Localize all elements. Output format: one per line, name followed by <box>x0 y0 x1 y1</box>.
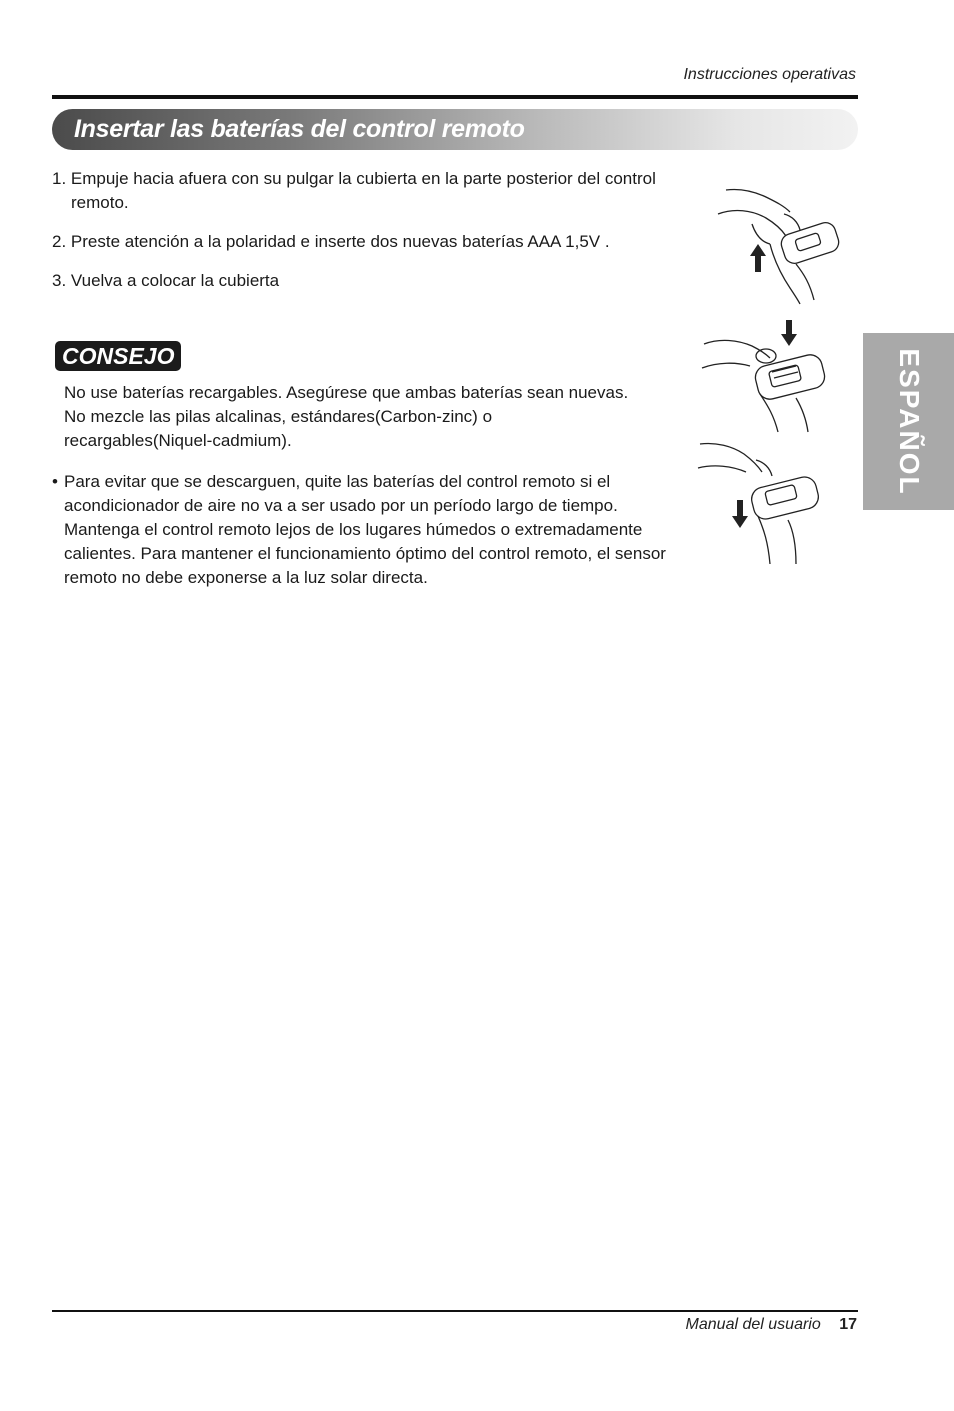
tip-text <box>64 381 674 453</box>
footer-manual-label: Manual del usuario <box>685 1316 821 1333</box>
bullet-text: Para evitar que se descarguen, quite las baterías del control remoto si el acondicionador de aire no va a ser usado por un período largo de tiempo. Mantenga el control remoto lejos de los lugares húmedos o extremadamente calientes. Para mantener el funcionamiento óptimo del control remoto, el sensor remoto no debe exponerse a la luz solar directa. <box>64 472 666 587</box>
steps-list <box>52 167 672 308</box>
tip-line: recargables(Niquel-cadmium). <box>64 431 292 450</box>
tip-line: No mezcle las pilas alcalinas, estándares(Carbon-zinc) o <box>64 407 493 426</box>
section-title-bar <box>52 109 858 150</box>
section-header-label: Instrucciones operativas <box>683 66 856 83</box>
language-side-tab <box>863 333 954 510</box>
hand-open-cover-illustration <box>712 184 844 306</box>
insert-batteries-illustration <box>700 318 830 436</box>
close-cover-illustration <box>696 438 824 568</box>
page-number: 17 <box>839 1316 857 1333</box>
consejo-badge: CONSEJO <box>55 341 181 371</box>
bullet-mark: • <box>52 472 58 491</box>
step-item: 1. Empuje hacia afuera con su pulgar la cubierta en la parte posterior del control remoto. <box>52 169 656 212</box>
page-footer <box>686 1316 857 1334</box>
step-item: 2. Preste atención a la polaridad e inserte dos nuevas baterías AAA 1,5V . <box>52 232 610 251</box>
language-tab-label: ESPAÑOL <box>893 347 925 496</box>
top-divider <box>52 95 858 99</box>
tip-line: No use baterías recargables. Asegúrese que ambas baterías sean nuevas. <box>64 383 629 402</box>
bottom-divider <box>52 1310 858 1312</box>
step-item: 3. Vuelva a colocar la cubierta <box>52 271 280 290</box>
section-title: Insertar las baterías del control remoto <box>74 115 525 143</box>
